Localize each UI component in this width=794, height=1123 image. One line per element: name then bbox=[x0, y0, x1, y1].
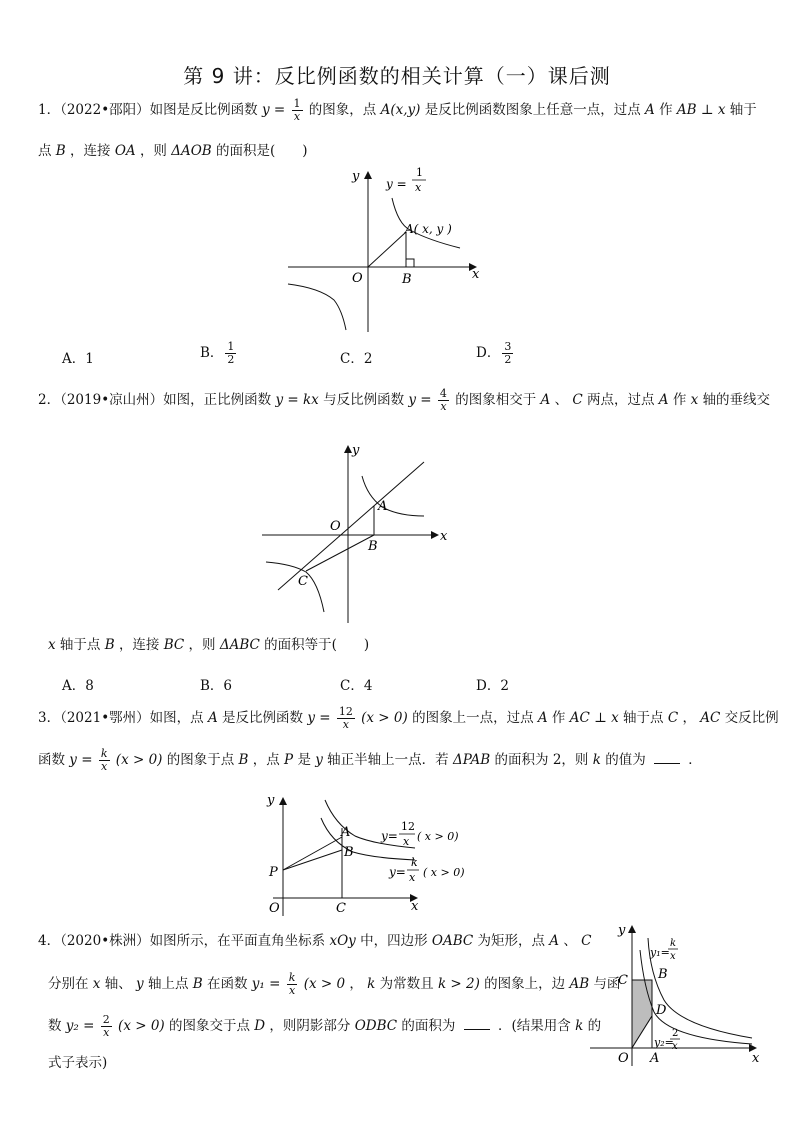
q3-fig-f1-d: x bbox=[403, 835, 410, 848]
q3-func2-fraction: $\frac{k}{x}$ bbox=[100, 747, 108, 773]
q2-b-label: B bbox=[368, 539, 378, 554]
q3-fig-f1-cond: ( x > 0) bbox=[417, 830, 459, 843]
q1-fig-func-y: y = bbox=[386, 177, 407, 191]
q1-line-2: 点 B ，连接 OA ，则 ΔAOB 的面积是( ) bbox=[38, 143, 308, 159]
q4-x-label: x bbox=[752, 1051, 760, 1066]
q2-line-1: 2．（2019•凉山州）如图，正比例函数 y = kx 与反比例函数 y = $\frac{4}{x}$ 的图象相交于 A 、 C 两点，过点 A 作 x 轴的垂线交 bbox=[38, 387, 771, 413]
q3-fig-f2-n: k bbox=[411, 856, 418, 869]
q2-y-label: y bbox=[352, 443, 360, 458]
q3-figure bbox=[255, 790, 480, 920]
q2-linear-func: y = kx bbox=[275, 392, 319, 408]
q1-point-a: A(x,y) bbox=[380, 102, 421, 118]
q2-line-kx bbox=[278, 462, 424, 590]
q2-option-c[interactable]: C．4 bbox=[340, 678, 373, 694]
q2-figure bbox=[258, 440, 458, 625]
q2-curve-q1 bbox=[362, 476, 424, 516]
q3-b-label: B bbox=[344, 845, 354, 860]
q2-line-2: x 轴于点 B ，连接 BC ，则 ΔABC 的面积等于( ) bbox=[48, 637, 370, 653]
q2-func-fraction: $\frac{4}{x}$ bbox=[439, 387, 447, 413]
q1-segment-oa bbox=[368, 232, 406, 267]
q2-segment-bc bbox=[306, 535, 374, 571]
q2-curve-q3 bbox=[266, 562, 324, 612]
q4-line-1: 4．（2020•株洲）如图所示，在平面直角坐标系 xOy 中，四边形 OABC 为矩形，点 A 、 C bbox=[38, 933, 592, 949]
q3-c-label: C bbox=[336, 901, 346, 916]
q4-b-label: B bbox=[658, 967, 668, 982]
q1-b-label: B bbox=[402, 272, 412, 287]
q4-fig-f2-n: 2 bbox=[672, 1028, 679, 1039]
q4-y-label: y bbox=[618, 923, 626, 938]
q4-answer-blank[interactable] bbox=[464, 1029, 490, 1030]
q4-fig-f2-d: x bbox=[672, 1041, 678, 1052]
q2-c-label: C bbox=[298, 574, 308, 589]
q2-option-b[interactable]: B．6 bbox=[200, 678, 233, 694]
q4-line-4: 式子表示) bbox=[48, 1055, 108, 1071]
q4-fig-f2-y: y₂= bbox=[654, 1036, 674, 1049]
q3-a-label: A bbox=[341, 825, 351, 840]
q4-curve-2 bbox=[640, 950, 752, 1044]
q3-line-1: 3．（2021•鄂州）如图，点 A 是反比例函数 y = $\frac{12}{x}$ (x > 0) 的图象上一点，过点 A 作 AC ⊥ x 轴于点 C ， AC 交反比例 bbox=[38, 705, 779, 731]
page-title: 第 9 讲：反比例函数的相关计算（一）课后测 bbox=[183, 64, 611, 88]
q1-curve-q3 bbox=[288, 284, 346, 330]
q1-origin-label: O bbox=[352, 271, 363, 286]
q3-y-label: y bbox=[267, 793, 275, 808]
q4-fig-f1-n: k bbox=[670, 938, 677, 949]
q2-option-a[interactable]: A．8 bbox=[62, 678, 94, 694]
q3-fig-f2-d: x bbox=[409, 871, 416, 884]
q2-option-d[interactable]: D．2 bbox=[476, 678, 509, 694]
q4-func2-fraction: $\frac{2}{x}$ bbox=[102, 1013, 110, 1039]
q3-origin-label: O bbox=[269, 901, 280, 916]
q3-func1-fraction: $\frac{12}{x}$ bbox=[338, 705, 353, 731]
q4-func1-fraction: $\frac{k}{x}$ bbox=[288, 971, 296, 997]
q4-fig-f1-d: x bbox=[670, 951, 676, 962]
q1-option-a[interactable]: A．1 bbox=[62, 351, 94, 367]
q1-right-angle-mark bbox=[406, 259, 414, 267]
q3-fig-f1-y: y= bbox=[381, 829, 398, 843]
q4-figure bbox=[588, 920, 768, 1070]
q4-d-label: D bbox=[656, 1003, 667, 1018]
q1-line-1: 1．（2022•邵阳）如图是反比例函数 y = $\frac{1}{x}$ 的图象，点 A(x,y) 是反比例函数图象上任意一点，过点 A 作 AB ⊥ x 轴于 bbox=[38, 97, 757, 123]
q3-line-2: 函数 y = $\frac{k}{x}$ (x > 0) 的图象于点 B ，点 P 是 y 轴正半轴上一点．若 ΔPAB 的面积为 2，则 k 的值为 ． bbox=[38, 747, 702, 773]
q4-line-3: 数 y₂ = $\frac{2}{x}$ (x > 0) 的图象交于点 D ，则阴影部分 ODBC 的面积为 ．(结果用含 k 的 bbox=[48, 1013, 602, 1039]
q4-fig-f1-y: y₁= bbox=[650, 946, 670, 959]
q1-x-label: x bbox=[472, 267, 480, 282]
q1-fig-func-d: x bbox=[415, 181, 422, 194]
q3-p-label: P bbox=[269, 865, 278, 880]
q4-c-label: C bbox=[618, 973, 628, 988]
q3-fig-f2-cond: ( x > 0) bbox=[423, 866, 465, 879]
q1-option-d[interactable]: D． $\frac{3}{2}$ bbox=[476, 340, 512, 366]
q2-origin-label: O bbox=[330, 519, 341, 534]
q4-a-label: A bbox=[650, 1051, 660, 1066]
q3-answer-blank[interactable] bbox=[654, 763, 680, 764]
q1-option-b[interactable]: B． $\frac{1}{2}$ bbox=[200, 340, 235, 366]
q1-text: 1．（2022•邵阳）如图是反比例函数 bbox=[38, 102, 258, 118]
q4-line-2: 分别在 x 轴、 y 轴上点 B 在函数 y₁ = $\frac{k}{x}$ (x > 0 ， k 为常数且 k > 2) 的图象上，边 AB 与函 bbox=[48, 971, 621, 997]
q1-func-y: y = bbox=[261, 102, 286, 118]
q1-a-label: A( x, y ) bbox=[405, 222, 452, 236]
q3-fig-f1-n: 12 bbox=[401, 820, 415, 833]
q2-x-label: x bbox=[440, 529, 448, 544]
q4-origin-label: O bbox=[618, 1051, 629, 1066]
q1-func-fraction: $\frac{1}{x}$ bbox=[293, 97, 301, 123]
q2-a-label: A bbox=[378, 499, 388, 514]
q1-y-label: y bbox=[352, 169, 360, 184]
q1-option-c[interactable]: C．2 bbox=[340, 351, 373, 367]
q3-x-label: x bbox=[411, 899, 419, 914]
q3-fig-f2-y: y= bbox=[389, 865, 406, 879]
q1-figure bbox=[280, 160, 490, 340]
q1-fig-func-n: 1 bbox=[416, 166, 423, 179]
